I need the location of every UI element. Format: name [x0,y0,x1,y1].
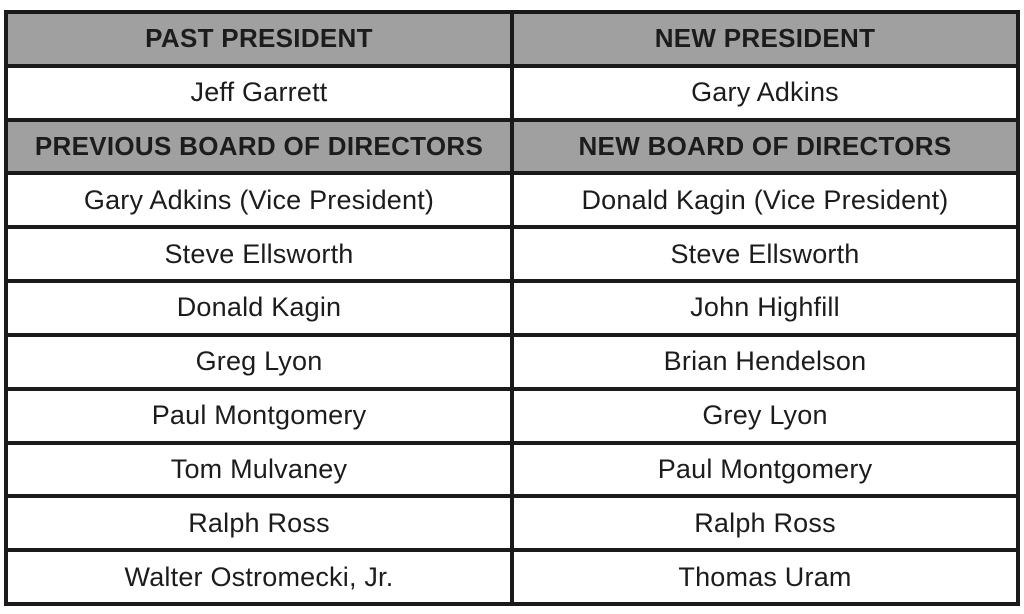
new-director: Thomas Uram [514,552,1016,602]
table-row [8,552,1016,602]
table-row [8,337,1016,387]
new-director: John Highfill [514,283,1016,333]
table-row [8,229,1016,279]
past-president-header: PAST PRESIDENT [8,14,510,64]
table-row [8,68,1016,118]
new-president-name: Gary Adkins [514,68,1016,118]
table-row [8,498,1016,548]
new-director: Grey Lyon [514,391,1016,441]
previous-director: Tom Mulvaney [8,445,510,495]
new-board-header: NEW BOARD OF DIRECTORS [514,122,1016,172]
past-president-name: Jeff Garrett [8,68,510,118]
table-row [8,445,1016,495]
new-president-header: NEW PRESIDENT [514,14,1016,64]
board-table [4,10,1020,606]
previous-director: Walter Ostromecki, Jr. [8,552,510,602]
table-row [8,283,1016,333]
previous-director: Paul Montgomery [8,391,510,441]
previous-director: Ralph Ross [8,498,510,548]
previous-director: Steve Ellsworth [8,229,510,279]
new-director: Paul Montgomery [514,445,1016,495]
header-row-board [8,122,1016,172]
new-director: Steve Ellsworth [514,229,1016,279]
board-table-frame [4,10,1020,606]
new-director: Donald Kagin (Vice President) [514,175,1016,225]
table-row [8,175,1016,225]
new-director: Ralph Ross [514,498,1016,548]
previous-director: Donald Kagin [8,283,510,333]
header-row-president [8,14,1016,64]
previous-board-header: PREVIOUS BOARD OF DIRECTORS [8,122,510,172]
previous-director: Gary Adkins (Vice President) [8,175,510,225]
table-row [8,391,1016,441]
previous-director: Greg Lyon [8,337,510,387]
new-director: Brian Hendelson [514,337,1016,387]
